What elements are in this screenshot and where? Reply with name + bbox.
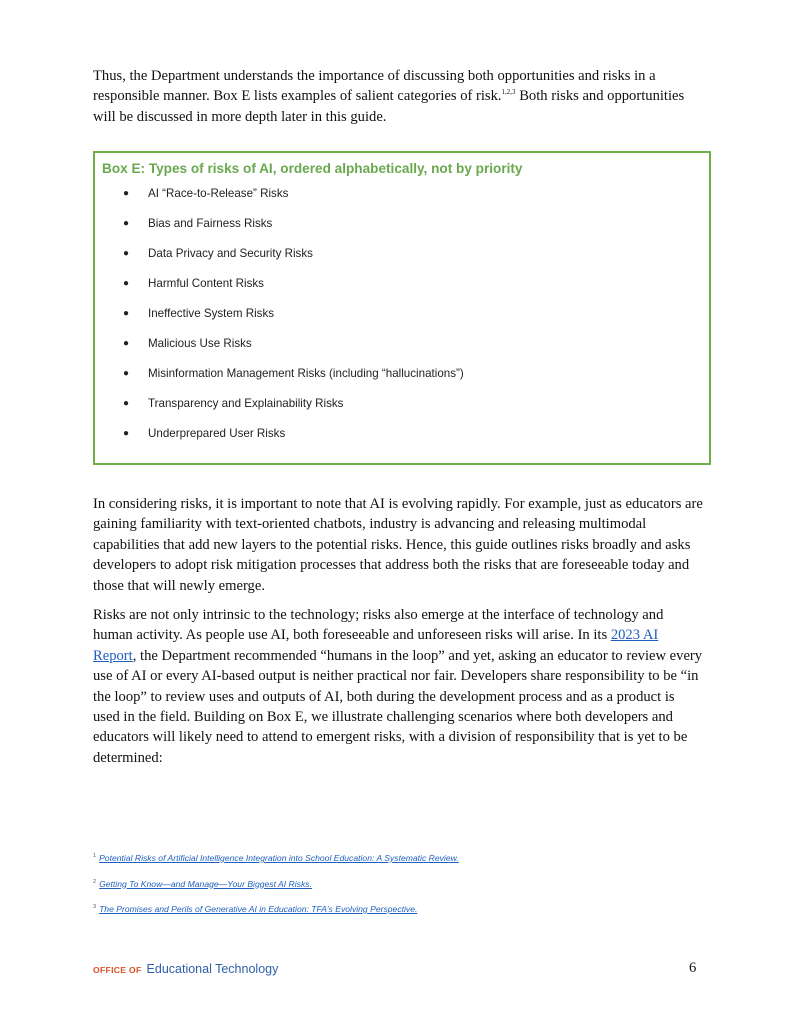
bullet-icon: ● bbox=[123, 218, 130, 229]
footnotes bbox=[93, 853, 459, 930]
ai-report-link[interactable]: 2023 AI Report bbox=[93, 627, 659, 664]
list-item-text: Transparency and Explainability Risks bbox=[148, 397, 344, 410]
list-item-text: Ineffective System Risks bbox=[148, 307, 275, 320]
bullet-icon: ● bbox=[123, 368, 130, 379]
bullet-icon: ● bbox=[123, 428, 130, 439]
box-e bbox=[93, 151, 711, 465]
bullet-icon: ● bbox=[123, 278, 130, 289]
loop-paragraph bbox=[93, 605, 703, 768]
list-item-text: Bias and Fairness Risks bbox=[148, 217, 273, 230]
intro-footnote-refs[interactable]: 1,2,3 bbox=[501, 88, 516, 97]
bullet-icon: ● bbox=[123, 338, 130, 349]
risks-paragraph: In considering risks, it is important to note that AI is evolving rapidly. For example, just as educators are gaining familiarity with text-oriented chatbots, industry is advancing and releasing multimodal capabilities that add new layers to the potential risks. Hence, this guide outlines risks broadly and asks developers to adopt risk mitigation processes that address both the risks that are foreseeable today and those that will newly emerge. bbox=[93, 496, 703, 594]
bullet-icon: ● bbox=[123, 308, 130, 319]
footnote-number: 3 bbox=[93, 904, 97, 911]
footnote bbox=[93, 904, 459, 930]
footnote bbox=[93, 853, 459, 879]
bullet-icon: ● bbox=[123, 398, 130, 409]
list-item-text: AI “Race-to-Release” Risks bbox=[148, 187, 289, 200]
list-item-text: Underprepared User Risks bbox=[148, 427, 286, 440]
footnote-number: 1 bbox=[93, 853, 97, 860]
page-number: 6 bbox=[689, 960, 697, 976]
bullet-icon: ● bbox=[123, 188, 130, 199]
educational-technology-label: Educational Technology bbox=[146, 962, 279, 976]
list-item-text: Misinformation Management Risks (including “hallucinations”) bbox=[148, 367, 464, 380]
list-item-text: Data Privacy and Security Risks bbox=[148, 247, 313, 260]
bullet-icon: ● bbox=[123, 248, 130, 259]
intro-text-after: Both risks and opportunities will be discussed in more depth later in this guide. bbox=[93, 88, 685, 125]
box-e-title: Box E: Types of risks of AI, ordered alphabetically, not by priority bbox=[102, 161, 523, 176]
loop-text-after: , the Department recommended “humans in the loop” and yet, asking an educator to review every use of AI or every AI-based output is neither practical nor fair. Developers share responsibility to be “in the loop” to review uses and outputs of AI, both during the development process and as a product is used in the field. Building on Box E, we illustrate challenging scenarios where both developers and educators will likely need to attend to emergent risks, with a division of responsibility that is yet to be determined: bbox=[93, 647, 703, 766]
list-item-text: Malicious Use Risks bbox=[148, 337, 252, 350]
footnote-link[interactable]: The Promises and Perils of Generative AI in Education: TFA's Evolving Perspective. bbox=[99, 904, 418, 914]
loop-text-before: Risks are not only intrinsic to the technology; risks also emerge at the interface of technology and human activity. As people use AI, both foreseeable and unforeseen risks will arise. In its bbox=[93, 607, 664, 644]
intro-text: Thus, the Department understands the importance of discussing both opportunities and risks in a responsible manner. Box E lists examples of salient categories of risk. bbox=[93, 68, 656, 105]
footnote-link[interactable]: Potential Risks of Artificial Intelligence Integration into School Education: A Systematic Review. bbox=[99, 853, 459, 863]
footer-logo bbox=[93, 960, 278, 978]
footnote bbox=[93, 879, 459, 905]
list-item-text: Harmful Content Risks bbox=[148, 277, 264, 290]
footnote-link[interactable]: Getting To Know—and Manage—Your Biggest AI Risks. bbox=[99, 878, 312, 889]
intro-paragraph bbox=[93, 66, 703, 127]
office-of-label: OFFICE OF bbox=[93, 965, 142, 975]
footnote-number: 2 bbox=[93, 878, 97, 885]
